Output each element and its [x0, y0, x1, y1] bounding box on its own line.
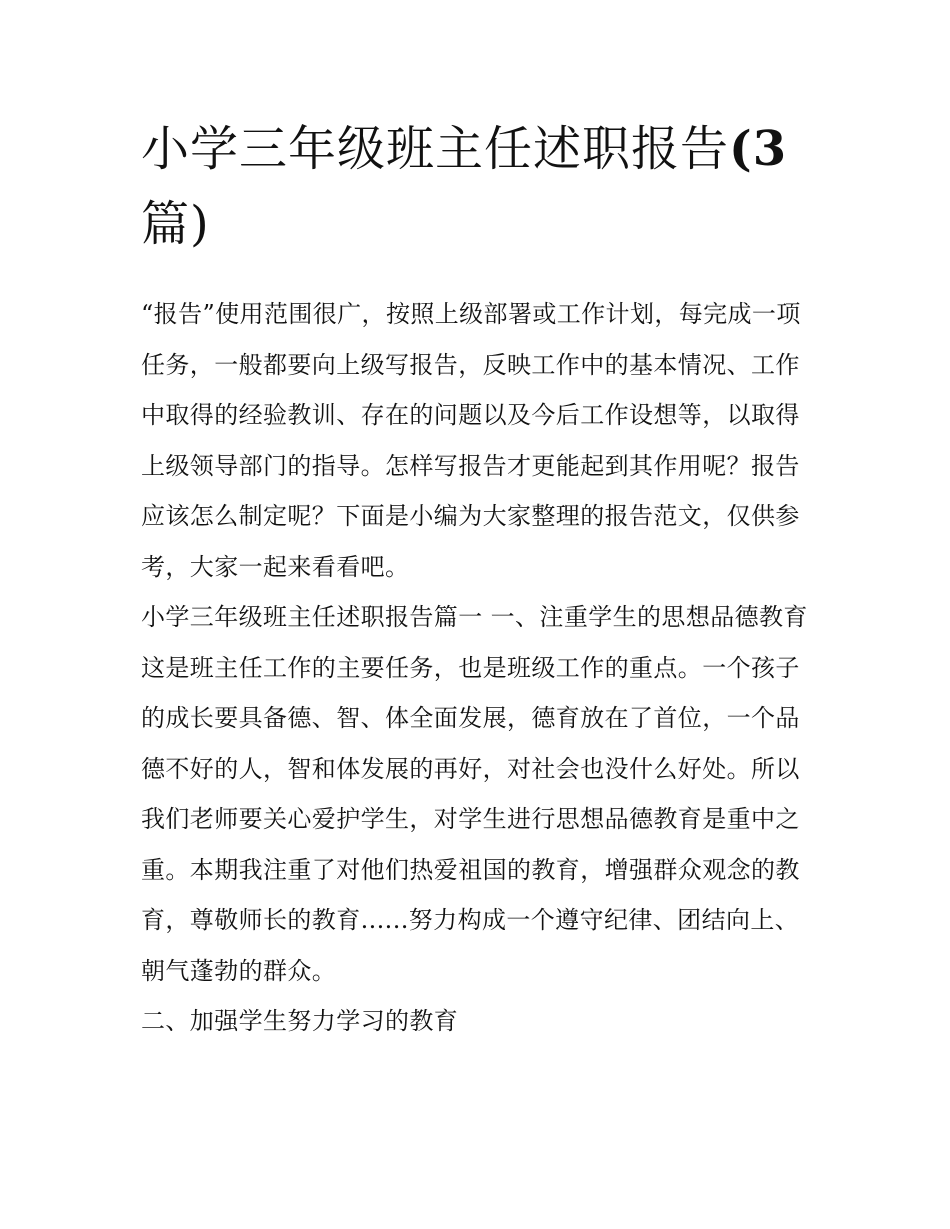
title-suffix: 篇) — [141, 196, 210, 252]
document-title — [141, 112, 811, 262]
title-count: (3 — [729, 121, 788, 177]
section-heading-1: 小学三年级班主任述职报告篇一 一、注重学生的思想品德教育 — [141, 603, 808, 631]
document-body — [141, 112, 811, 1047]
title-text: 小学三年级班主任述职报告 — [141, 121, 730, 177]
intro-paragraph: “报告”使用范围很广，按照上级部署或工作计划，每完成一项任务，一般都要向上级写报告，反映工作中的基本情况、工作中取得的经验教训、存在的问题以及今后工作设想等，以取得上级领导部门的指导。怎样写报告才更能起到其作用呢？报告应该怎么制定呢？下面是小编为大家整理的报告范文，仅供参考，大家一起来看看吧。 — [141, 300, 801, 581]
section-heading-2: 二、加强学生努力学习的教育 — [141, 1007, 459, 1035]
body-paragraph: 这是班主任工作的主要任务，也是班级工作的重点。一个孩子的成长要具备德、智、体全面发展，德育放在了首位，一个品德不好的人，智和体发展的再好，对社会也没什么好处。所以我们老师要关心爱护学生，对学生进行思想品德教育是重中之重。本期我注重了对他们热爱祖国的教育，增强群众观念的教育，尊敬师长的教育......努力构成一个遵守纪律、团结向上、朝气蓬勃的群众。 — [141, 653, 800, 985]
